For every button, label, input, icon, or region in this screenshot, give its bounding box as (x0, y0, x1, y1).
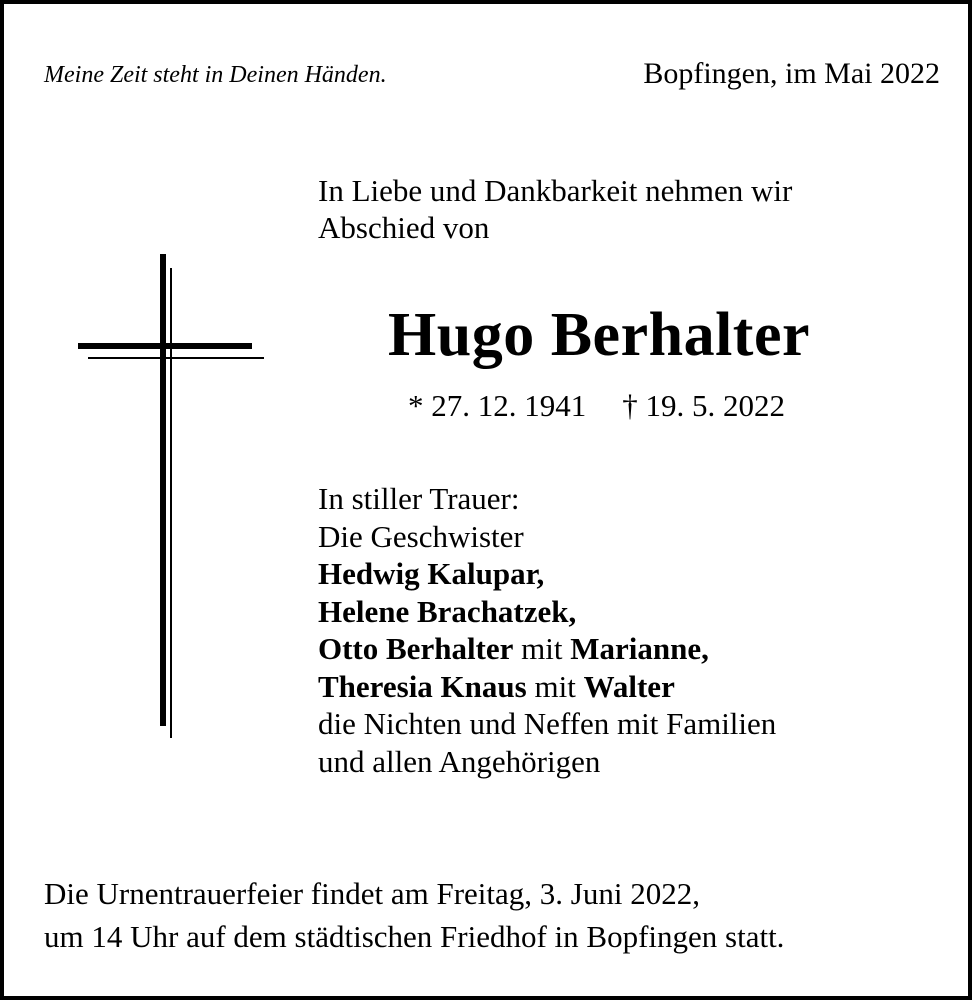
mourner-name: Theresia Knaus (318, 668, 527, 704)
death-date: † 19. 5. 2022 (622, 388, 785, 423)
service-info (44, 872, 784, 958)
partner-name: Marianne, (570, 631, 709, 666)
connector-text: mit (534, 668, 576, 704)
partner-name: Walter (583, 668, 675, 704)
mourner-line (318, 630, 776, 668)
motto: Meine Zeit steht in Deinen Händen. (44, 62, 387, 88)
mourners-list (318, 480, 776, 780)
intro-line: In Liebe und Dankbarkeit nehmen wir (318, 173, 793, 208)
mourner-line (318, 593, 776, 631)
intro-line: Abschied von (318, 210, 490, 245)
life-dates (408, 388, 785, 424)
cross-icon (74, 254, 274, 744)
extended-family: und allen Angehörigen (318, 743, 601, 779)
service-line: Die Urnentrauerfeier findet am Freitag, 3. Juni 2022, (44, 876, 700, 911)
mourner-name: Hedwig Kalupar, (318, 556, 545, 591)
place-date: Bopfingen, im Mai 2022 (643, 57, 940, 90)
birth-date: * 27. 12. 1941 (408, 388, 587, 423)
service-line: um 14 Uhr auf dem städtischen Friedhof in Bopfingen statt. (44, 919, 785, 954)
connector-text: mit (521, 631, 563, 666)
mourner-name: Helene Brachatzek, (318, 593, 577, 629)
mourners-heading: In stiller Trauer: (318, 481, 520, 516)
mourner-line (318, 555, 776, 593)
deceased-name: Hugo Berhalter (388, 301, 810, 369)
siblings-label: Die Geschwister (318, 518, 524, 554)
mourner-name: Otto Berhalter (318, 631, 514, 666)
extended-family: die Nichten und Neffen mit Familien (318, 706, 777, 741)
mourner-line (318, 668, 776, 706)
intro-text (318, 172, 792, 246)
